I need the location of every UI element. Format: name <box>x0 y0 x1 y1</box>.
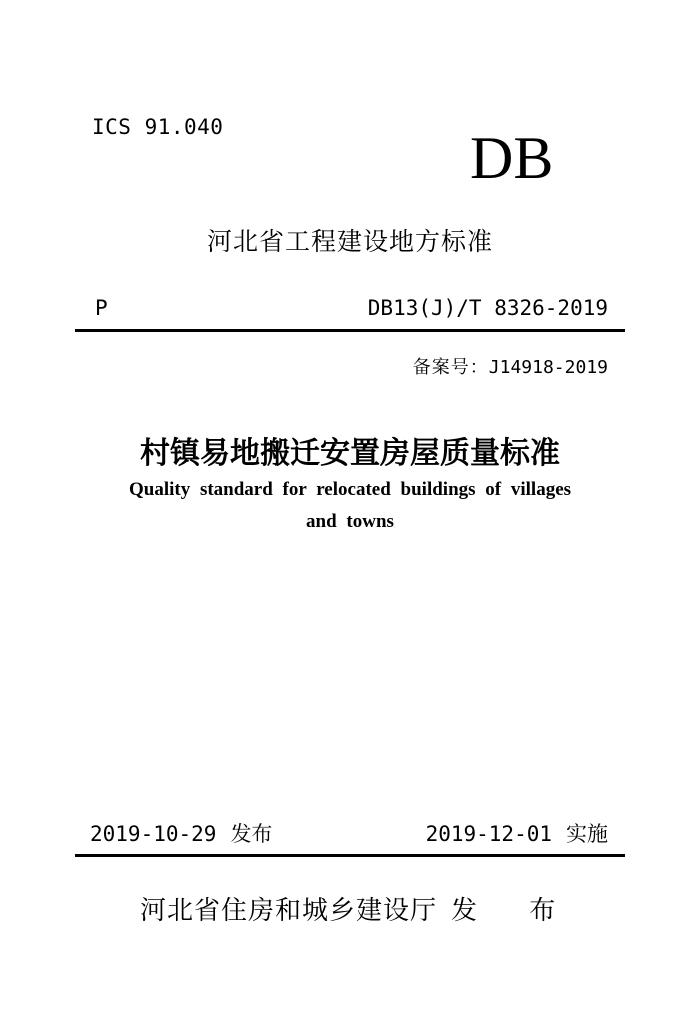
db-mark: DB <box>470 125 554 191</box>
record-number <box>413 353 608 379</box>
issue-date: 2019-10-29 <box>90 822 217 846</box>
implementation-date-block <box>426 818 608 848</box>
bottom-divider <box>75 854 625 857</box>
publisher-name: 河北省住房和城乡建设厅 <box>140 896 438 926</box>
title-chinese: 村镇易地搬迁安置房屋质量标准 <box>140 436 560 471</box>
category-code: P <box>95 296 108 320</box>
issue-label: 发布 <box>230 822 273 846</box>
implementation-label: 实施 <box>566 822 608 846</box>
record-number-value: J14918-2019 <box>488 357 608 378</box>
issue-date-block <box>90 818 272 848</box>
title-english: Quality standard for relocated buildings of villages and towns <box>128 479 572 532</box>
publish-label: 发 布 <box>451 896 578 926</box>
implementation-date: 2019-12-01 <box>425 822 552 846</box>
ics-code: ICS 91.040 <box>92 115 224 139</box>
record-number-label: 备案号： <box>412 357 489 378</box>
publisher-line <box>140 890 577 927</box>
standard-type: 河北省工程建设地方标准 <box>206 227 493 256</box>
top-divider <box>75 329 625 332</box>
standard-number: DB13(J)/T 8326-2019 <box>367 296 608 320</box>
